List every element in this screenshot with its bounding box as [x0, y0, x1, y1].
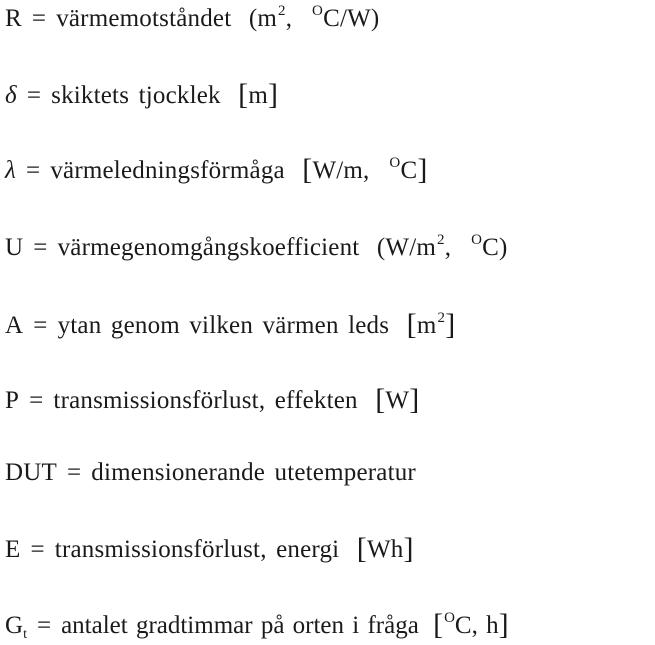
symbol: G [5, 612, 24, 639]
definition-lambda [5, 154, 428, 189]
equals-sign: = [30, 536, 45, 563]
bracket-open: [ [238, 78, 249, 111]
definition-text: ytan genom vilken värmen leds [57, 312, 390, 339]
definition-E [5, 533, 414, 565]
bracket-open: [ [302, 153, 313, 186]
equals-sign: = [29, 387, 44, 414]
bracket-close: ] [403, 532, 414, 565]
equals-sign: = [31, 5, 47, 32]
symbol: λ [5, 157, 17, 184]
unit-text: m [248, 82, 269, 109]
symbol: δ [5, 82, 17, 109]
definition-text: transmissionsförlust, energi [54, 536, 340, 563]
equals-sign: = [26, 82, 42, 109]
symbol: P [5, 387, 20, 414]
unit-open: (m [248, 5, 277, 32]
unit-open: (W/m [376, 234, 437, 261]
unit [433, 608, 509, 641]
unit-text: Wh [366, 536, 404, 563]
unit-superscript: 2 [437, 232, 445, 248]
definition-text: antalet gradtimmar på orten i fråga [61, 612, 419, 639]
degree-superscript: O [471, 232, 483, 248]
symbol: U [5, 234, 24, 261]
equals-sign: = [66, 459, 82, 486]
unit-superscript: 2 [437, 310, 446, 326]
unit-close: C) [482, 234, 508, 261]
unit-close: C/W) [323, 5, 380, 32]
unit [375, 383, 420, 416]
bracket-close: ] [268, 78, 279, 111]
bracket-open: [ [375, 383, 386, 416]
unit-text-after: C [400, 157, 418, 184]
definition-DUT [5, 458, 416, 488]
unit-separator: , [285, 5, 293, 32]
unit-superscript: 2 [277, 3, 286, 19]
unit [249, 5, 380, 32]
unit-text: W/m, [312, 157, 370, 184]
bracket-close: ] [409, 383, 420, 416]
symbol: R [5, 5, 22, 32]
definition-text: värmemotståndet [56, 5, 232, 32]
unit [356, 532, 414, 565]
definition-R [5, 4, 379, 37]
bracket-open: [ [406, 308, 417, 341]
definition-U [5, 233, 508, 266]
definition-text: dimensionerande utetemperatur [91, 459, 416, 486]
equals-sign: = [36, 612, 52, 639]
bracket-close: ] [498, 608, 509, 641]
definition-A [5, 309, 455, 344]
degree-superscript: O [389, 155, 401, 171]
unit [238, 78, 279, 111]
symbol: A [5, 312, 24, 339]
bracket-close: ] [417, 153, 428, 186]
unit-separator: , [444, 234, 452, 261]
bracket-close: ] [445, 308, 456, 341]
bracket-open: [ [356, 532, 367, 565]
equals-sign: = [33, 234, 48, 261]
definition-P [5, 384, 419, 416]
bracket-open: [ [433, 608, 444, 641]
degree-superscript: O [444, 610, 455, 626]
definition-text: skiktets tjocklek [51, 82, 221, 109]
unit-text-after: C, h [454, 612, 499, 639]
unit [377, 234, 508, 261]
definition-Gt [5, 609, 509, 645]
symbol-subscript: t [23, 627, 27, 642]
definition-text: transmissionsförlust, effekten [53, 387, 358, 414]
symbol: DUT [5, 459, 57, 486]
symbol: E [5, 536, 21, 563]
definition-text: värmegenomgångskoefficient [57, 234, 360, 261]
equals-sign: = [33, 312, 48, 339]
unit-text: W [385, 387, 410, 414]
degree-superscript: O [312, 3, 324, 19]
unit [406, 308, 456, 341]
equals-sign: = [26, 157, 41, 184]
unit-text: m [416, 312, 437, 339]
definition-text: värmeledningsförmåga [50, 157, 285, 184]
unit [302, 153, 428, 186]
definition-delta [5, 79, 278, 111]
